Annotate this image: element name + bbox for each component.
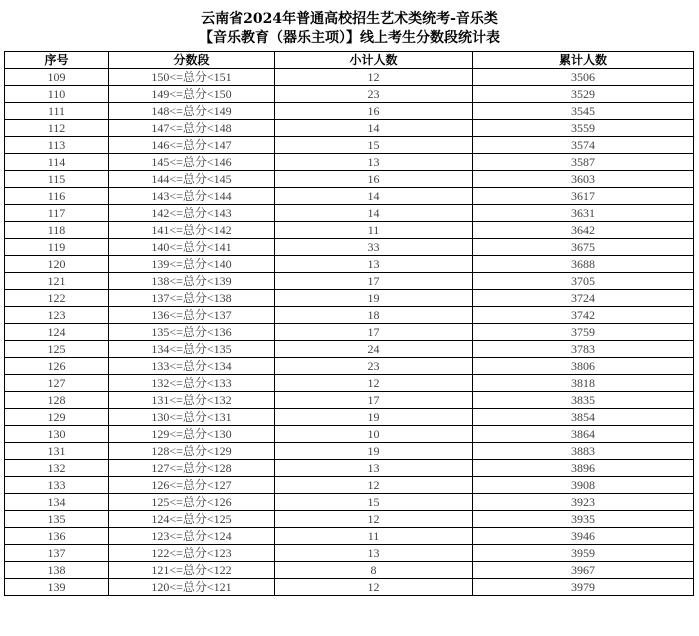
- cell-subtotal: 13: [275, 154, 473, 171]
- cell-index: 120: [5, 256, 109, 273]
- cell-index: 125: [5, 341, 109, 358]
- cell-index: 137: [5, 545, 109, 562]
- cell-cumulative: 3818: [473, 375, 694, 392]
- cell-index: 112: [5, 120, 109, 137]
- table-header: [5, 52, 694, 69]
- cell-index: 119: [5, 239, 109, 256]
- cell-subtotal: 11: [275, 222, 473, 239]
- cell-index: 113: [5, 137, 109, 154]
- cell-index: 134: [5, 494, 109, 511]
- table-row: [5, 188, 694, 205]
- cell-subtotal: 14: [275, 205, 473, 222]
- cell-index: 117: [5, 205, 109, 222]
- cell-subtotal: 15: [275, 494, 473, 511]
- cell-score-range: 143<=总分<144: [109, 188, 275, 205]
- document-title: 云南省2024年普通高校招生艺术类统考-音乐类: [201, 11, 498, 27]
- table-row: [5, 358, 694, 375]
- cell-score-range: 139<=总分<140: [109, 256, 275, 273]
- cell-index: 124: [5, 324, 109, 341]
- cell-subtotal: 19: [275, 443, 473, 460]
- cell-subtotal: 12: [275, 579, 473, 596]
- cell-score-range: 123<=总分<124: [109, 528, 275, 545]
- cell-cumulative: 3705: [473, 273, 694, 290]
- cell-subtotal: 8: [275, 562, 473, 579]
- cell-cumulative: 3724: [473, 290, 694, 307]
- table-body: [5, 69, 694, 596]
- cell-subtotal: 12: [275, 477, 473, 494]
- table-row: [5, 426, 694, 443]
- cell-subtotal: 19: [275, 290, 473, 307]
- cell-cumulative: 3603: [473, 171, 694, 188]
- cell-subtotal: 16: [275, 171, 473, 188]
- cell-score-range: 125<=总分<126: [109, 494, 275, 511]
- table-row: [5, 579, 694, 596]
- cell-subtotal: 12: [275, 375, 473, 392]
- cell-cumulative: 3529: [473, 86, 694, 103]
- table-row: [5, 307, 694, 324]
- table-row: [5, 392, 694, 409]
- cell-subtotal: 17: [275, 273, 473, 290]
- cell-score-range: 120<=总分<121: [109, 579, 275, 596]
- cell-cumulative: 3783: [473, 341, 694, 358]
- cell-index: 127: [5, 375, 109, 392]
- table-row: [5, 460, 694, 477]
- cell-cumulative: 3642: [473, 222, 694, 239]
- table-row: [5, 511, 694, 528]
- cell-subtotal: 24: [275, 341, 473, 358]
- cell-cumulative: 3742: [473, 307, 694, 324]
- table-row: [5, 545, 694, 562]
- cell-score-range: 136<=总分<137: [109, 307, 275, 324]
- cell-index: 111: [5, 103, 109, 120]
- column-header-index: 序号: [5, 52, 109, 69]
- cell-cumulative: 3935: [473, 511, 694, 528]
- cell-index: 121: [5, 273, 109, 290]
- cell-score-range: 147<=总分<148: [109, 120, 275, 137]
- cell-score-range: 138<=总分<139: [109, 273, 275, 290]
- cell-cumulative: 3617: [473, 188, 694, 205]
- cell-score-range: 131<=总分<132: [109, 392, 275, 409]
- cell-score-range: 132<=总分<133: [109, 375, 275, 392]
- cell-score-range: 124<=总分<125: [109, 511, 275, 528]
- cell-index: 126: [5, 358, 109, 375]
- table-row: [5, 528, 694, 545]
- cell-cumulative: 3545: [473, 103, 694, 120]
- cell-cumulative: 3806: [473, 358, 694, 375]
- table-row: [5, 222, 694, 239]
- cell-subtotal: 17: [275, 392, 473, 409]
- cell-score-range: 149<=总分<150: [109, 86, 275, 103]
- cell-cumulative: 3908: [473, 477, 694, 494]
- cell-score-range: 130<=总分<131: [109, 409, 275, 426]
- cell-cumulative: 3559: [473, 120, 694, 137]
- table-row: [5, 494, 694, 511]
- cell-index: 118: [5, 222, 109, 239]
- cell-score-range: 122<=总分<123: [109, 545, 275, 562]
- cell-index: 115: [5, 171, 109, 188]
- cell-index: 132: [5, 460, 109, 477]
- cell-score-range: 129<=总分<130: [109, 426, 275, 443]
- cell-index: 131: [5, 443, 109, 460]
- cell-subtotal: 13: [275, 460, 473, 477]
- table-row: [5, 256, 694, 273]
- cell-score-range: 144<=总分<145: [109, 171, 275, 188]
- document-subtitle: 【音乐教育（器乐主项）】线上考生分数段统计表: [199, 30, 500, 46]
- table-row: [5, 375, 694, 392]
- cell-index: 123: [5, 307, 109, 324]
- table-row: [5, 103, 694, 120]
- cell-score-range: 137<=总分<138: [109, 290, 275, 307]
- cell-cumulative: 3759: [473, 324, 694, 341]
- column-header-subtotal: 小计人数: [275, 52, 473, 69]
- cell-subtotal: 16: [275, 103, 473, 120]
- cell-cumulative: 3883: [473, 443, 694, 460]
- cell-subtotal: 12: [275, 69, 473, 86]
- cell-score-range: 134<=总分<135: [109, 341, 275, 358]
- cell-score-range: 140<=总分<141: [109, 239, 275, 256]
- cell-cumulative: 3854: [473, 409, 694, 426]
- cell-index: 129: [5, 409, 109, 426]
- cell-index: 116: [5, 188, 109, 205]
- cell-subtotal: 13: [275, 256, 473, 273]
- table-row: [5, 562, 694, 579]
- cell-cumulative: 3959: [473, 545, 694, 562]
- cell-subtotal: 17: [275, 324, 473, 341]
- table-row: [5, 324, 694, 341]
- cell-score-range: 135<=总分<136: [109, 324, 275, 341]
- table-row: [5, 290, 694, 307]
- column-header-score-range: 分数段: [109, 52, 275, 69]
- cell-index: 139: [5, 579, 109, 596]
- cell-score-range: 121<=总分<122: [109, 562, 275, 579]
- cell-score-range: 145<=总分<146: [109, 154, 275, 171]
- table-row: [5, 171, 694, 188]
- table-row: [5, 443, 694, 460]
- cell-index: 135: [5, 511, 109, 528]
- cell-cumulative: 3587: [473, 154, 694, 171]
- cell-index: 114: [5, 154, 109, 171]
- cell-index: 109: [5, 69, 109, 86]
- table-row: [5, 341, 694, 358]
- cell-index: 138: [5, 562, 109, 579]
- cell-subtotal: 19: [275, 409, 473, 426]
- cell-score-range: 141<=总分<142: [109, 222, 275, 239]
- cell-cumulative: 3631: [473, 205, 694, 222]
- cell-index: 122: [5, 290, 109, 307]
- table-row: [5, 69, 694, 86]
- cell-cumulative: 3864: [473, 426, 694, 443]
- cell-cumulative: 3923: [473, 494, 694, 511]
- cell-cumulative: 3574: [473, 137, 694, 154]
- table-row: [5, 409, 694, 426]
- cell-score-range: 126<=总分<127: [109, 477, 275, 494]
- cell-cumulative: 3675: [473, 239, 694, 256]
- table-row: [5, 120, 694, 137]
- table-row: [5, 86, 694, 103]
- cell-cumulative: 3946: [473, 528, 694, 545]
- cell-subtotal: 18: [275, 307, 473, 324]
- table-row: [5, 477, 694, 494]
- table-row: [5, 137, 694, 154]
- cell-subtotal: 14: [275, 120, 473, 137]
- cell-score-range: 148<=总分<149: [109, 103, 275, 120]
- cell-index: 136: [5, 528, 109, 545]
- table-row: [5, 239, 694, 256]
- cell-score-range: 142<=总分<143: [109, 205, 275, 222]
- cell-cumulative: 3967: [473, 562, 694, 579]
- cell-subtotal: 33: [275, 239, 473, 256]
- table-row: [5, 273, 694, 290]
- table-row: [5, 205, 694, 222]
- cell-subtotal: 23: [275, 358, 473, 375]
- score-distribution-table: [4, 51, 694, 596]
- cell-index: 110: [5, 86, 109, 103]
- cell-subtotal: 23: [275, 86, 473, 103]
- cell-cumulative: 3506: [473, 69, 694, 86]
- cell-score-range: 146<=总分<147: [109, 137, 275, 154]
- column-header-cumulative: 累计人数: [473, 52, 694, 69]
- cell-subtotal: 14: [275, 188, 473, 205]
- cell-subtotal: 10: [275, 426, 473, 443]
- cell-index: 133: [5, 477, 109, 494]
- cell-score-range: 127<=总分<128: [109, 460, 275, 477]
- cell-subtotal: 11: [275, 528, 473, 545]
- cell-cumulative: 3896: [473, 460, 694, 477]
- cell-cumulative: 3688: [473, 256, 694, 273]
- table-row: [5, 154, 694, 171]
- cell-cumulative: 3979: [473, 579, 694, 596]
- header-row: [5, 52, 694, 69]
- cell-score-range: 150<=总分<151: [109, 69, 275, 86]
- cell-score-range: 128<=总分<129: [109, 443, 275, 460]
- cell-subtotal: 12: [275, 511, 473, 528]
- cell-subtotal: 15: [275, 137, 473, 154]
- cell-subtotal: 13: [275, 545, 473, 562]
- cell-index: 130: [5, 426, 109, 443]
- cell-index: 128: [5, 392, 109, 409]
- cell-cumulative: 3835: [473, 392, 694, 409]
- cell-score-range: 133<=总分<134: [109, 358, 275, 375]
